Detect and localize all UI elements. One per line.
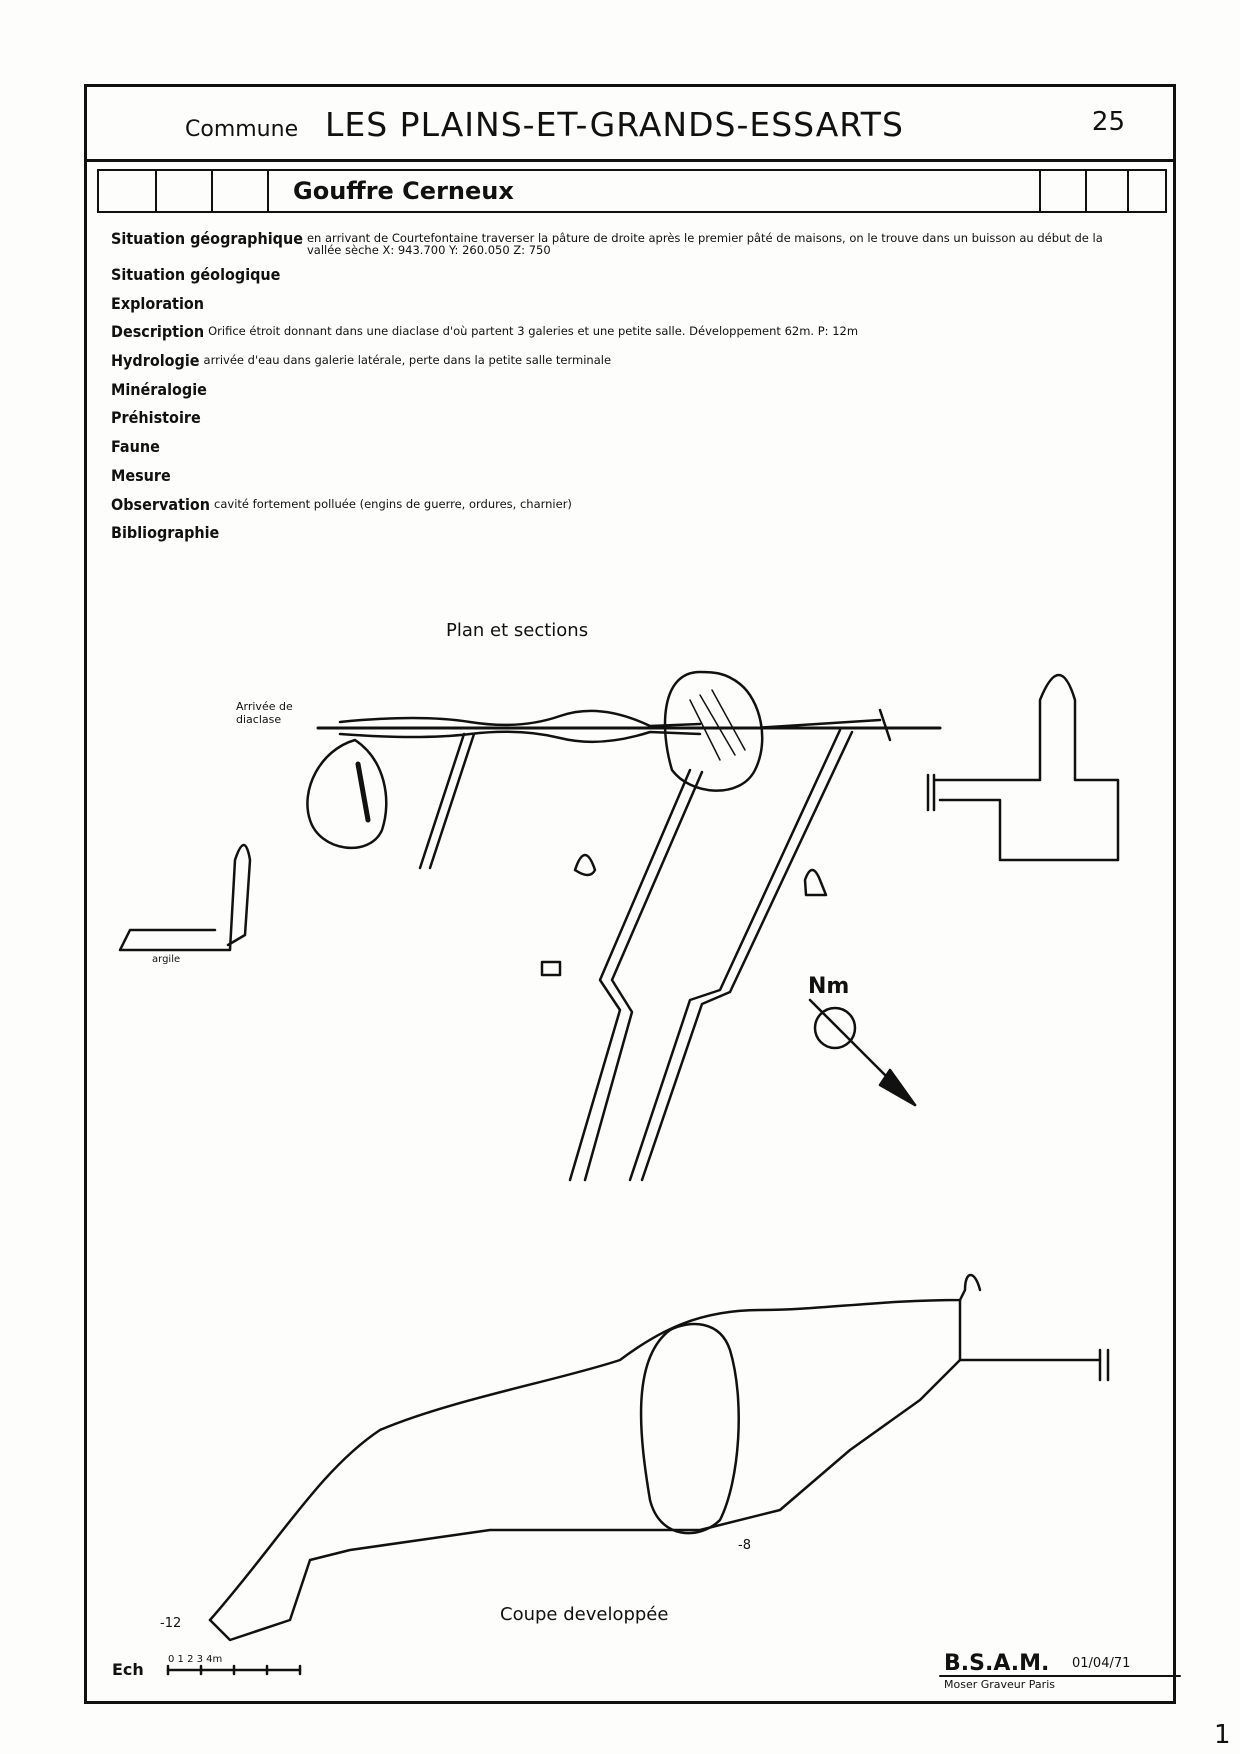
sheet-number: 25 xyxy=(1091,107,1125,137)
field-value: arrivée d'eau dans galerie latérale, perte dans la petite salle terminale xyxy=(203,353,612,368)
field-label: Situation géologique xyxy=(111,265,281,284)
arrivee-label: Arrivée de diaclase xyxy=(236,700,293,726)
field-label: Exploration xyxy=(111,293,205,313)
left-branch xyxy=(420,734,474,868)
scale-label: Ech xyxy=(112,1660,144,1679)
commune-name: LES PLAINS-ET-GRANDS-ESSARTS xyxy=(325,105,904,144)
field-label: Faune xyxy=(111,437,160,457)
field-label: Observation xyxy=(111,494,211,514)
north-circle xyxy=(815,1008,855,1048)
page-number: 1 xyxy=(1214,1720,1231,1750)
field-label: Description xyxy=(111,322,205,342)
section-a xyxy=(805,870,826,895)
commune-label: Commune xyxy=(185,117,299,142)
field-label: Mesure xyxy=(111,465,171,485)
plan-title: Plan et sections xyxy=(446,620,589,641)
north-label: Nm xyxy=(808,974,850,999)
gallery-c-e xyxy=(570,770,702,1180)
section-right xyxy=(935,675,1118,860)
field-value: cavité fortement polluée (engins de guerre, ordures, charnier) xyxy=(214,496,572,511)
cave-title: Gouffre Cerneux xyxy=(293,177,514,205)
section-b xyxy=(575,855,595,875)
printer-credit: Moser Graveur Paris xyxy=(944,1678,1055,1691)
terminal-room xyxy=(665,672,762,791)
section-left xyxy=(120,845,250,950)
depth-12: -12 xyxy=(160,1616,182,1631)
field-label: Préhistoire xyxy=(111,408,201,428)
field-label: Hydrologie xyxy=(111,351,200,371)
stamp-date: 01/04/71 xyxy=(1072,1656,1131,1671)
main-gallery-bottom xyxy=(340,732,700,742)
gallery-a xyxy=(630,730,852,1180)
coupe-lower-profile xyxy=(210,1360,960,1640)
field-value: Orifice étroit donnant dans une diaclase d'où partent 3 galeries et une petite salle. Développement 62m. P: 12m xyxy=(208,324,859,339)
coupe-upper-profile xyxy=(210,1275,980,1620)
argile-label: argile xyxy=(152,954,181,965)
bsam-stamp: B.S.A.M. xyxy=(944,1651,1050,1676)
section-title: Coupe developpée xyxy=(500,1604,669,1625)
coupe-right-top xyxy=(960,1300,1100,1360)
main-gallery-top xyxy=(340,711,700,726)
field-value: en arrivant de Courtefontaine traverser la pâture de droite après le premier pâté de maisons, on le trouve dans un buisson au début de la vallée sèche X: 943.700 Y: 260.050 Z: 750 xyxy=(306,231,1103,257)
field-label: Bibliographie xyxy=(111,523,220,543)
section-e xyxy=(542,962,560,975)
field-label: Situation géographique xyxy=(111,229,303,248)
coupe-pillar xyxy=(641,1324,739,1533)
field-label: Minéralogie xyxy=(111,379,207,399)
depth-8: -8 xyxy=(738,1538,751,1553)
scale-ticks: 0 1 2 3 4m xyxy=(168,1654,223,1665)
left-room xyxy=(307,740,386,848)
